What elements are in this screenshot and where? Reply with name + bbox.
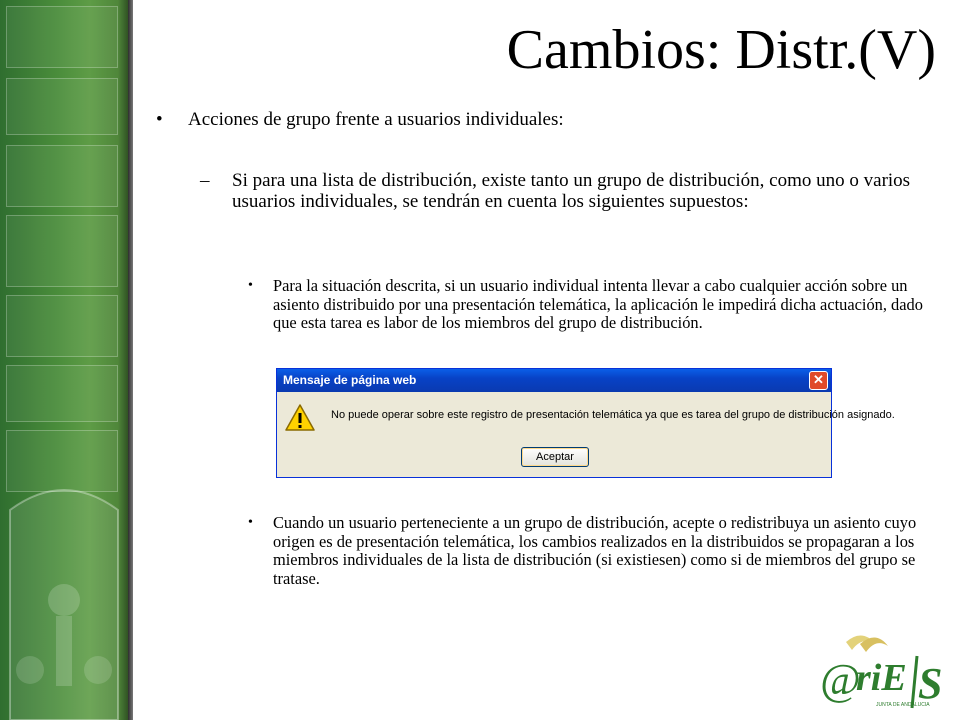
bullet-level3-first (248, 277, 928, 333)
side-banner-divider (128, 0, 133, 720)
decorative-side-banner (0, 0, 128, 720)
close-icon[interactable]: ✕ (809, 371, 828, 390)
bullet-text: Cuando un usuario perteneciente a un grupo de distribución, acepte o redistribuya un asiento cuyo origen es de presentación telemática, los cambios realizados en la distribuidos se propagaran a los miembros individuales de la lista de distribución (si existiesen) como si de miembros del grupo se tratase. (273, 513, 917, 588)
dialog-titlebar (277, 369, 831, 392)
bullet-level2 (200, 170, 930, 212)
bullet-text: Acciones de grupo frente a usuarios individuales: (188, 109, 564, 130)
dialog-message: No puede operar sobre este registro de presentación telemática ya que es tarea del grupo de distribución asignado. (331, 409, 895, 421)
svg-text:@: @ (820, 655, 861, 704)
bullet-marker: • (156, 109, 163, 130)
bullet-text: Para la situación descrita, si un usuario individual intenta llevar a cabo cualquier acción sobre un asiento distribuido por una presentación telemática, la aplicación le impedirá dicha actuación, dado que esta tarea es labor de los miembros del grupo de distribución. (273, 276, 923, 332)
accept-button[interactable]: Aceptar (521, 447, 589, 467)
bullet-level3-second (248, 514, 928, 588)
web-message-dialog (276, 368, 895, 478)
bullet-marker: • (248, 278, 253, 293)
dialog-title: Mensaje de página web (283, 373, 417, 387)
bullet-text: Si para una lista de distribución, existe tanto un grupo de distribución, como uno o varios usuarios individuales, se tendrán en cuenta los siguientes supuestos: (232, 170, 911, 212)
bullet-marker: • (248, 515, 253, 530)
slide-title: Cambios: Distr.(V) (506, 19, 936, 81)
aries-logo (818, 632, 948, 712)
warning-icon (285, 403, 315, 433)
svg-text:S: S (918, 659, 943, 708)
svg-text:JUNTA DE ANDALUCIA: JUNTA DE ANDALUCIA (876, 702, 930, 708)
svg-text:riE: riE (856, 657, 907, 699)
dash-marker: – (200, 170, 210, 191)
